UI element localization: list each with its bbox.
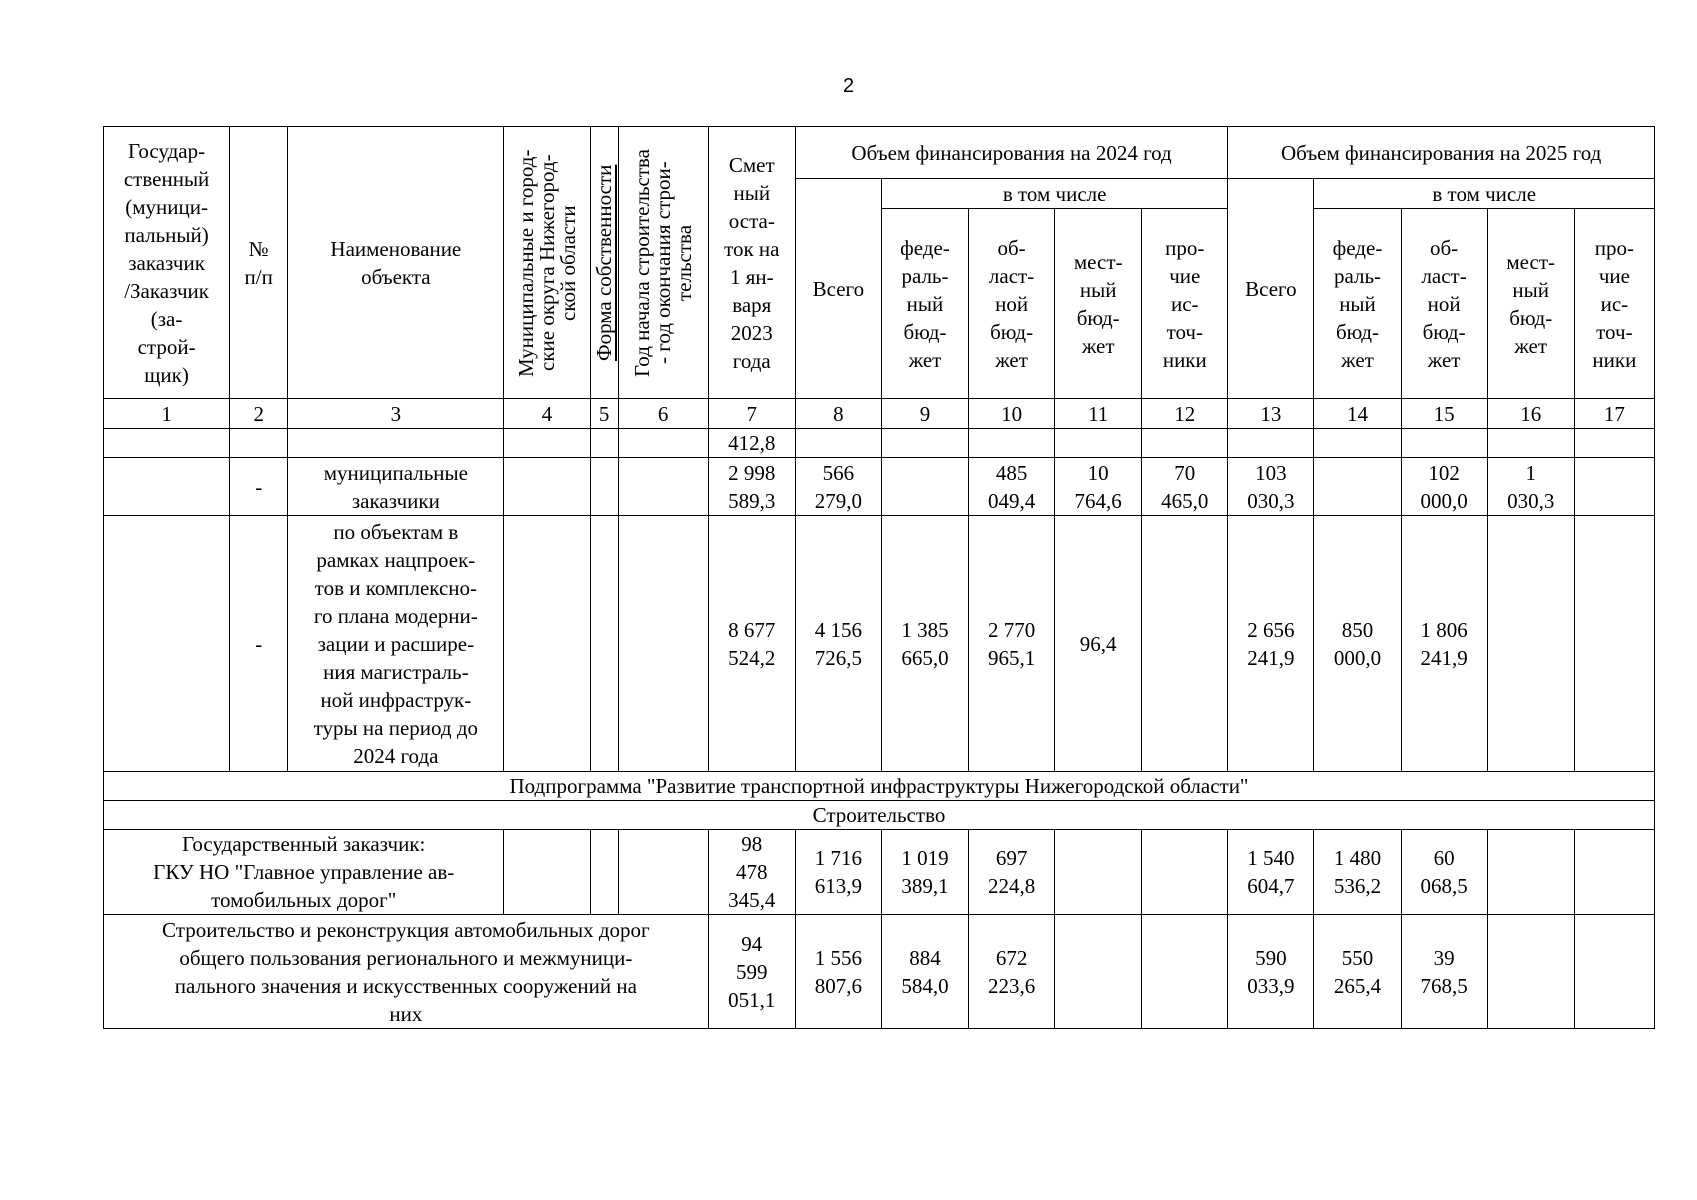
national-projects-row: [104, 516, 1655, 772]
header-2024-federal: феде- раль- ный бюд- жет: [881, 209, 968, 399]
regional-2024: 672 223,6: [969, 915, 1055, 1029]
column-numbers-row: [104, 399, 1655, 429]
header-2024-regional: об- ласт- ной бюд- жет: [969, 209, 1055, 399]
column-number: 5: [590, 399, 618, 429]
header-construction-years: Год начала строительства - год окончания строи- тельства: [618, 127, 708, 399]
header-2024-local: мест- ный бюд- жет: [1055, 209, 1142, 399]
column-number: 3: [288, 399, 504, 429]
estimated-balance: 8 677 524,2: [708, 516, 795, 772]
local-2024: 10 764,6: [1055, 458, 1142, 516]
total-2025: 2 656 241,9: [1228, 516, 1314, 772]
column-number: 1: [104, 399, 230, 429]
column-number: 2: [230, 399, 288, 429]
gku-row: [104, 830, 1655, 915]
regional-2025: 1 806 241,9: [1401, 516, 1487, 772]
regional-2025: 60 068,5: [1401, 830, 1487, 915]
header-municipal-districts: Муниципальные и город- ские округа Нижегород- ской области: [504, 127, 590, 399]
regional-2024: 485 049,4: [969, 458, 1055, 516]
regional-2025: 39 768,5: [1401, 915, 1487, 1029]
carry-estimated-balance: 412,8: [708, 429, 795, 458]
regional-2025: 102 000,0: [1401, 458, 1487, 516]
header-number: № п/п: [230, 127, 288, 399]
header-2024-total: Всего: [795, 179, 881, 399]
roads-description: Строительство и реконструкция автомобильных дорог общего пользования регионального и межмуници- пального значения и искусственных сооружений на них: [104, 915, 709, 1029]
row-object-name: муниципальные заказчики: [288, 458, 504, 516]
header-financing-2024: Объем финансирования на 2024 год: [795, 127, 1228, 179]
roads-row: [104, 915, 1655, 1029]
estimated-balance: 2 998 589,3: [708, 458, 795, 516]
carry-row: [104, 429, 1655, 458]
municipal-customers-row: [104, 458, 1655, 516]
header-2025-federal: феде- раль- ный бюд- жет: [1314, 209, 1401, 399]
other-2024: 70 465,0: [1142, 458, 1228, 516]
row-dash: -: [230, 516, 288, 772]
header-2025-other: про- чие ис- точ- ники: [1574, 209, 1654, 399]
total-2024: 1 716 613,9: [795, 830, 881, 915]
header-object-name: Наименование объекта: [288, 127, 504, 399]
header-estimated-balance: Смет ный оста- ток на 1 ян- варя 2023 года: [708, 127, 795, 399]
header-2024-other: про- чие ис- точ- ники: [1142, 209, 1228, 399]
row-object-name: по объектам в рамках нацпроек- тов и комплексно- го плана модерни- зации и расшире- ния магистраль- ной инфраструк- туры на период до 2024 года: [288, 516, 504, 772]
header-2025-including: в том числе: [1314, 179, 1655, 209]
federal-2024: 1 385 665,0: [881, 516, 968, 772]
estimated-balance: 98 478 345,4: [708, 830, 795, 915]
header-financing-2025: Объем финансирования на 2025 год: [1228, 127, 1655, 179]
construction-row: [104, 801, 1655, 830]
total-2025: 590 033,9: [1228, 915, 1314, 1029]
column-number: 12: [1142, 399, 1228, 429]
column-number: 8: [795, 399, 881, 429]
total-2024: 566 279,0: [795, 458, 881, 516]
column-number: 11: [1055, 399, 1142, 429]
state-customer: Государственный заказчик: ГКУ НО "Главное управление ав- томобильных дорог": [104, 830, 504, 915]
header-row-1: [104, 127, 1655, 179]
total-2025: 103 030,3: [1228, 458, 1314, 516]
column-number: 9: [881, 399, 968, 429]
header-2025-total: Всего: [1228, 179, 1314, 399]
total-2024: 1 556 807,6: [795, 915, 881, 1029]
column-number: 4: [504, 399, 590, 429]
section-title: Строительство: [104, 801, 1655, 830]
estimated-balance: 94 599 051,1: [708, 915, 795, 1029]
total-2024: 4 156 726,5: [795, 516, 881, 772]
row-dash: -: [230, 458, 288, 516]
federal-2024: 1 019 389,1: [881, 830, 968, 915]
header-2024-including: в том числе: [881, 179, 1227, 209]
financing-table: [103, 126, 1655, 1029]
regional-2024: 2 770 965,1: [969, 516, 1055, 772]
federal-2024: 884 584,0: [881, 915, 968, 1029]
column-number: 13: [1228, 399, 1314, 429]
header-ownership: Форма собственности: [590, 127, 618, 399]
federal-2025: 850 000,0: [1314, 516, 1401, 772]
local-2025: 1 030,3: [1487, 458, 1574, 516]
column-number: 6: [618, 399, 708, 429]
header-customer: Государ- ственный (муници- пальный) заказчик /Заказчик (за- строй- щик): [104, 127, 230, 399]
page-number: 2: [842, 75, 855, 97]
total-2025: 1 540 604,7: [1228, 830, 1314, 915]
header-2025-regional: об- ласт- ной бюд- жет: [1401, 209, 1487, 399]
regional-2024: 697 224,8: [969, 830, 1055, 915]
federal-2025: 1 480 536,2: [1314, 830, 1401, 915]
local-2024: 96,4: [1055, 516, 1142, 772]
column-number: 15: [1401, 399, 1487, 429]
subprogram-title: Подпрограмма "Развитие транспортной инфраструктуры Нижегородской области": [104, 772, 1655, 801]
column-number: 17: [1574, 399, 1654, 429]
column-number: 10: [969, 399, 1055, 429]
federal-2025: 550 265,4: [1314, 915, 1401, 1029]
subprogram-row: [104, 772, 1655, 801]
header-2025-local: мест- ный бюд- жет: [1487, 209, 1574, 399]
column-number: 7: [708, 399, 795, 429]
column-number: 14: [1314, 399, 1401, 429]
column-number: 16: [1487, 399, 1574, 429]
